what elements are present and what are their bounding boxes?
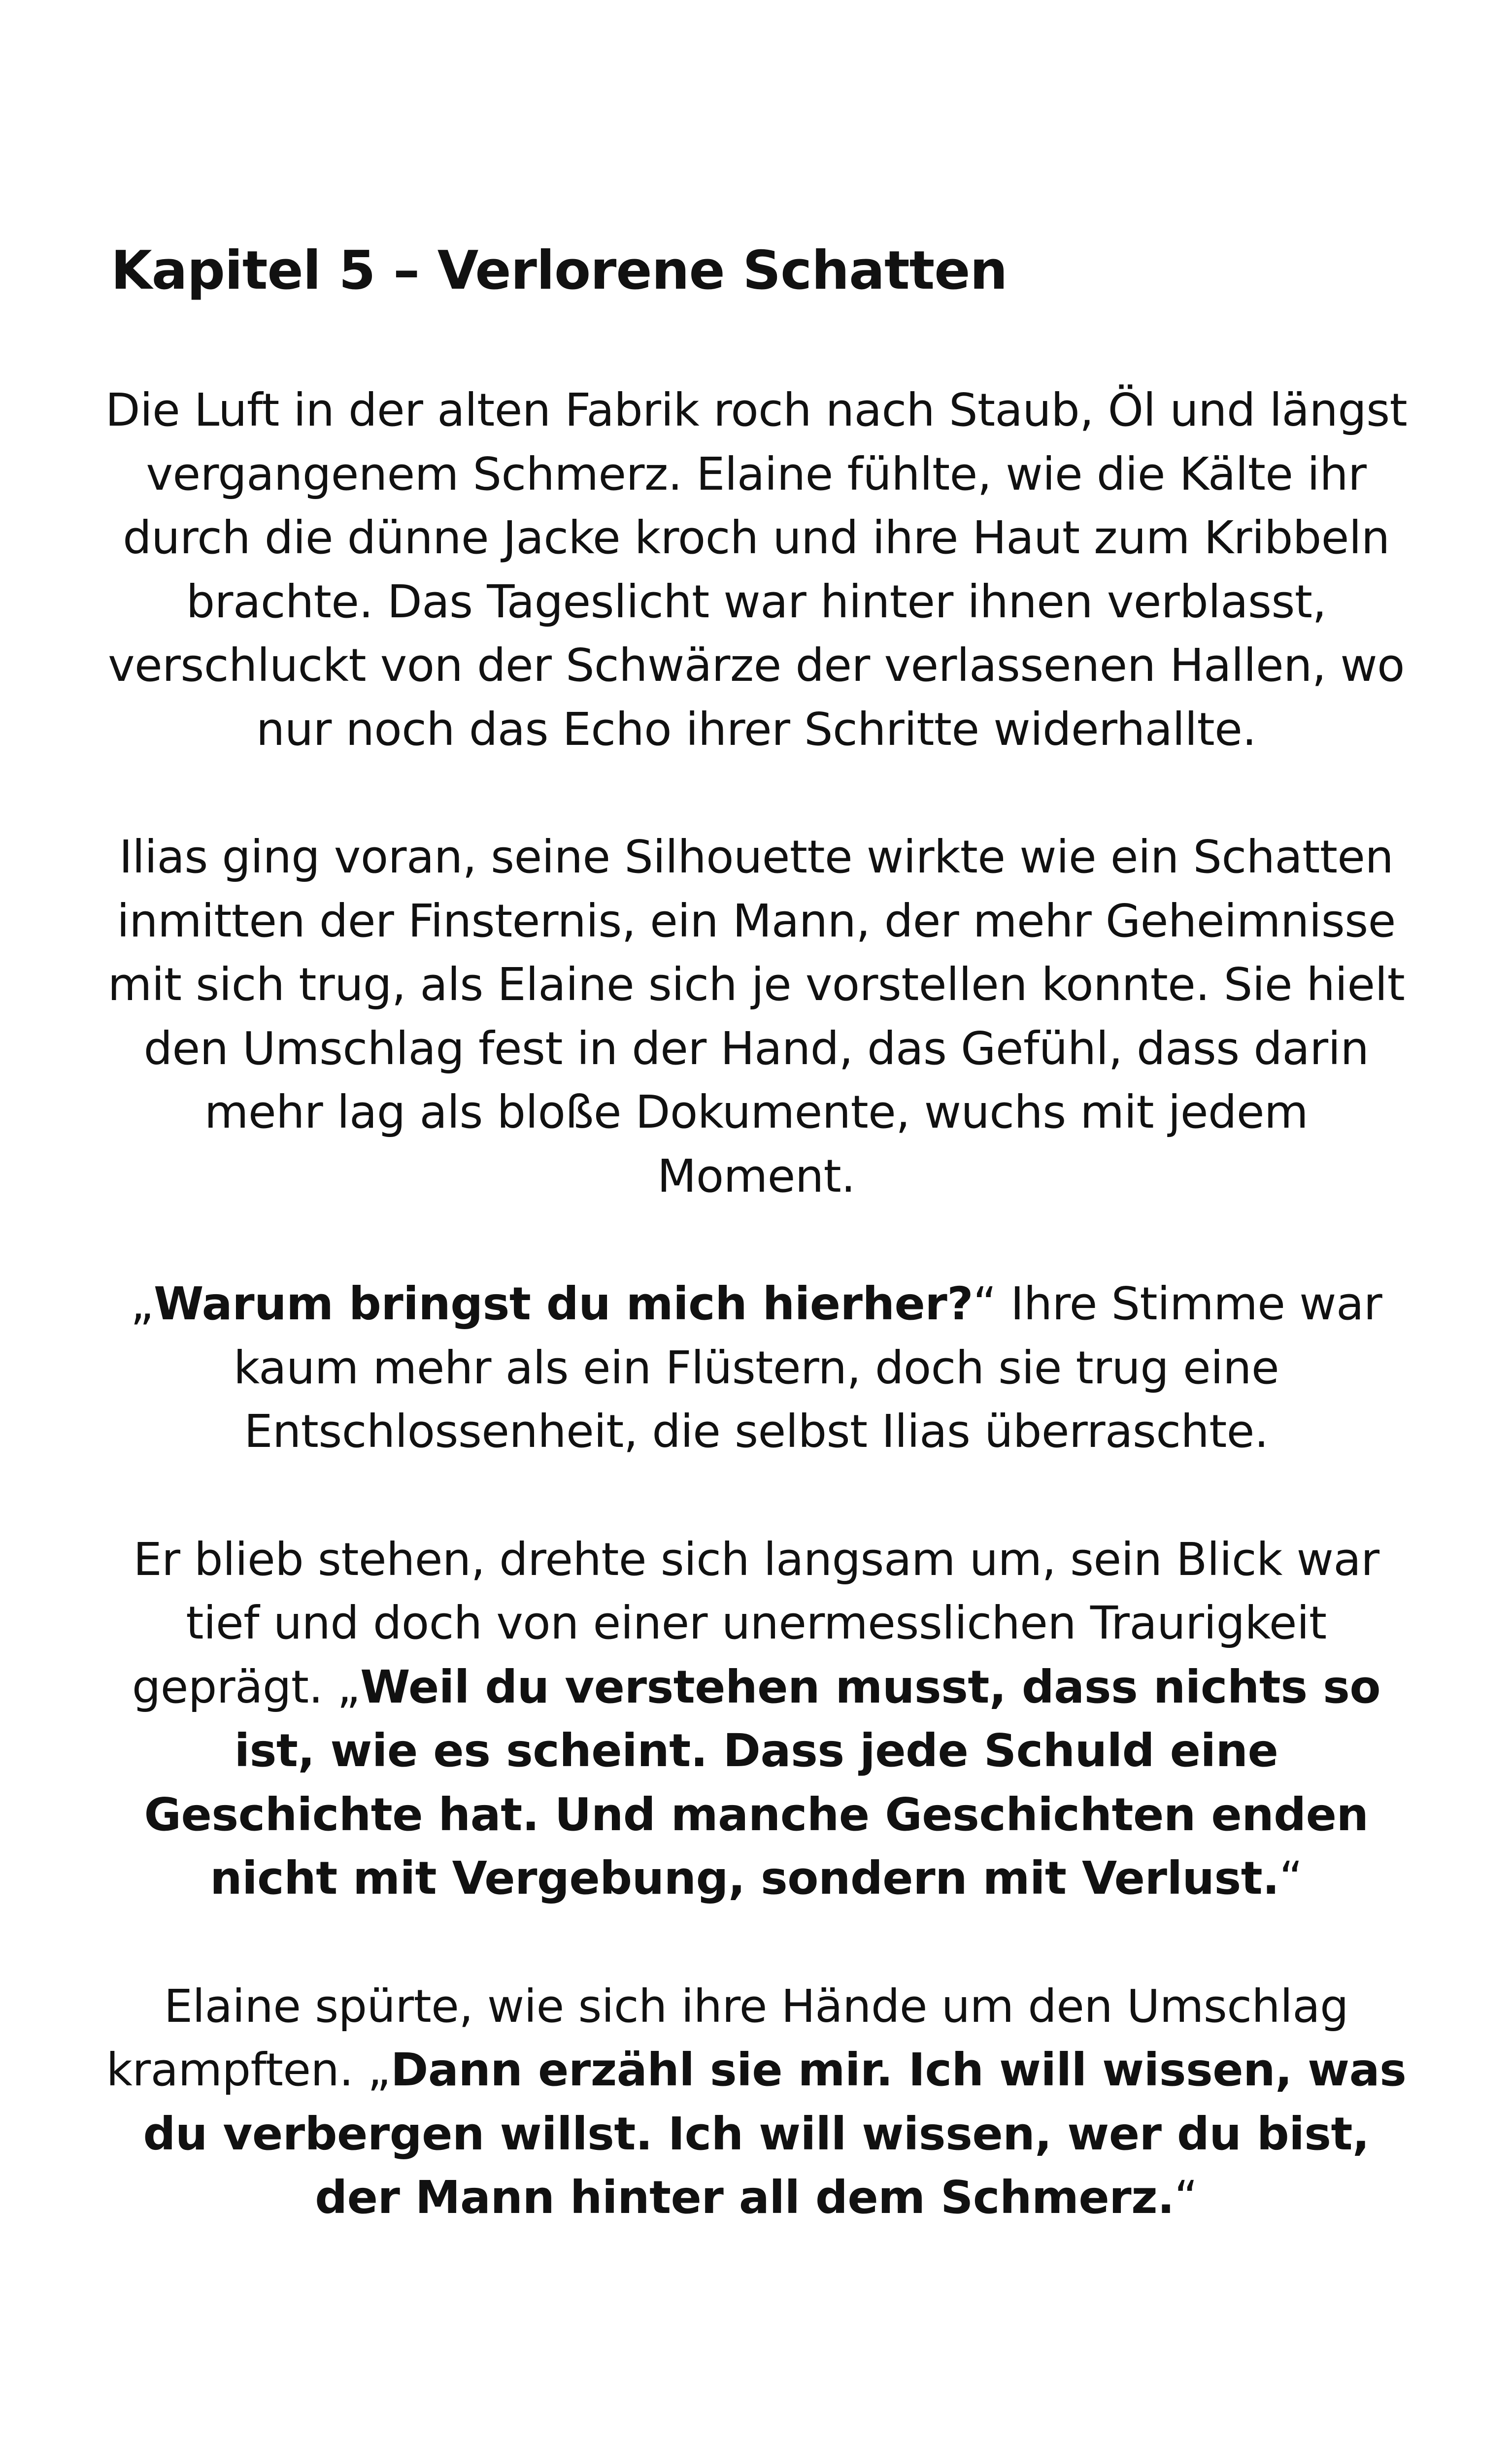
paragraph-2 [99,825,1414,1208]
paragraph-4-narration: Er blieb stehen, drehte sich langsam um, sein Blick war tief und doch von einer unermesslichen Traurigkeit geprägt. „ [132,1533,1379,1713]
paragraph-4 [99,1528,1414,1910]
paragraph-5 [99,1975,1414,2230]
dialogue-elaine-demand: Dann erzähl sie mir. Ich will wissen, was du verbergen willst. Ich will wissen, wer du bist, der Mann hinter all dem Schmerz. [143,2043,1407,2224]
dialogue-ilias-answer: Weil du verstehen musst, dass nichts so ist, wie es scheint. Dass jede Schuld eine Geschichte hat. Und manche Geschichten enden nicht mit Vergebung, sondern mit Verlust. [144,1660,1381,1905]
paragraph-1-text: Die Luft in der alten Fabrik roch nach Staub, Öl und längst vergangenem Schmerz. Elaine fühlte, wie die Kälte ihr durch die dünne Jacke kroch und ihre Haut zum Kribbeln brachte. Das Tageslicht war hinter ihnen verblasst, verschluckt von der Schwärze der verlassenen Hallen, wo nur noch das Echo ihrer Schritte widerhallte. [105,384,1408,756]
paragraph-5-narration: Elaine spürte, wie sich ihre Hände um den Umschlag krampften. „ [106,1979,1349,2096]
dialogue-elaine-question: Warum bringst du mich hierher? [153,1277,974,1330]
closing-quote-mark: “ [1279,1852,1303,1905]
chapter-text [99,378,1414,2294]
paragraph-3 [99,1272,1414,1464]
opening-quote-mark: „ [130,1277,154,1330]
paragraph-3-narration: “ Ihre Stimme war kaum mehr als ein Flüstern, doch sie trug eine Entschlossenheit, die selbst Ilias überraschte. [233,1277,1382,1458]
paragraph-2-text: Ilias ging voran, seine Silhouette wirkte wie ein Schatten inmitten der Finsternis, ein Mann, der mehr Geheimnisse mit sich trug, als Elaine sich je vorstellen konnte. Sie hielt den Umschlag fest in der Hand, das Gefühl, dass darin mehr lag als bloße Dokumente, wuchs mit jedem Moment. [107,831,1405,1203]
chapter-title: Kapitel 5 – Verlorene Schatten [111,240,1008,301]
paragraph-1 [99,378,1414,761]
closing-quote-mark: “ [1174,2171,1198,2224]
